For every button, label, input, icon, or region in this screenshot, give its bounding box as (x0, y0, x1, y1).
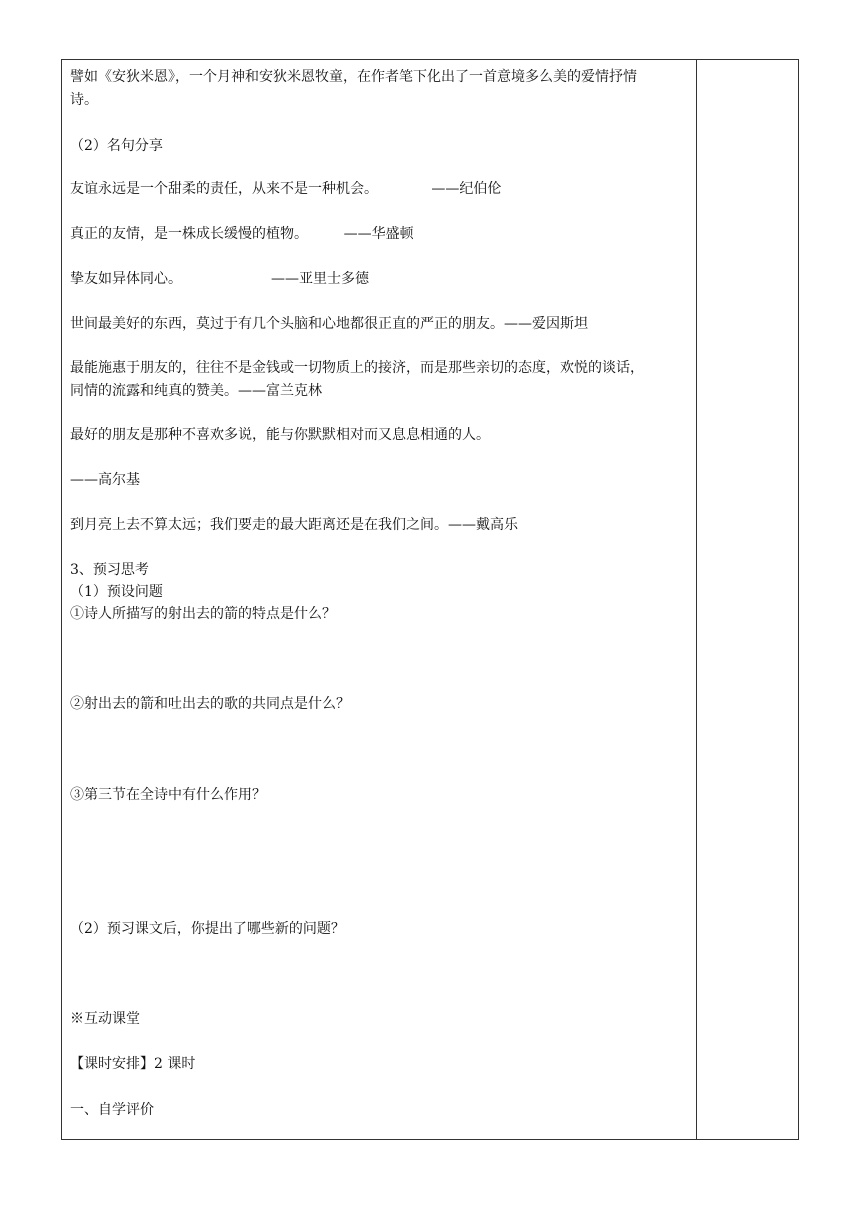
quote-5-line2: 同情的流露和纯真的赞美。——富兰克林 (70, 383, 322, 399)
quote-6-author: ——高尔基 (70, 472, 140, 488)
quote-2: 真正的友情，是一株成长缓慢的植物。 ——华盛顿 (70, 226, 414, 242)
section-preview-heading: 3、预习思考 (70, 562, 149, 578)
main-content-cell (62, 60, 696, 1139)
interactive-class-heading: ※互动课堂 (70, 1011, 140, 1027)
quote-5-line1: 最能施惠于朋友的，往往不是金钱或一切物质上的接济，而是那些亲切的态度，欢悦的谈话， (70, 360, 644, 376)
intro-text-line2: 诗。 (70, 92, 98, 108)
section-quotes-heading: （2）名句分享 (70, 138, 163, 154)
sub-heading-new-questions: （2）预习课文后，你提出了哪些新的问题？ (70, 921, 345, 937)
question-2: ②射出去的箭和吐出去的歌的共同点是什么？ (70, 696, 350, 712)
lesson-table (61, 59, 799, 1140)
quote-4: 世间最美好的东西，莫过于有几个头脑和心地都很正直的严正的朋友。——爱因斯坦 (70, 316, 588, 332)
quote-6: 最好的朋友是那种不喜欢多说，能与你默默相对而又息息相通的人。 (70, 427, 490, 443)
self-evaluation-heading: 一、自学评价 (70, 1102, 154, 1118)
quote-1: 友谊永远是一个甜柔的责任，从来不是一种机会。 ——纪伯伦 (70, 181, 502, 197)
intro-text-line1: 譬如《安狄米恩》，一个月神和安狄米恩牧童，在作者笔下化出了一首意境多么美的爱情抒情 (70, 69, 637, 85)
question-3: ③第三节在全诗中有什么作用？ (70, 787, 266, 803)
notes-cell (697, 60, 798, 1139)
quote-3: 挚友如异体同心。 ——亚里士多德 (70, 271, 370, 287)
sub-heading-preset-questions: （1）预设问题 (70, 584, 163, 600)
schedule-line: 【课时安排】2 课时 (70, 1056, 196, 1072)
question-1: ①诗人所描写的射出去的箭的特点是什么？ (70, 606, 336, 622)
quote-7: 到月亮上去不算太远；我们要走的最大距离还是在我们之间。——戴高乐 (70, 517, 518, 533)
